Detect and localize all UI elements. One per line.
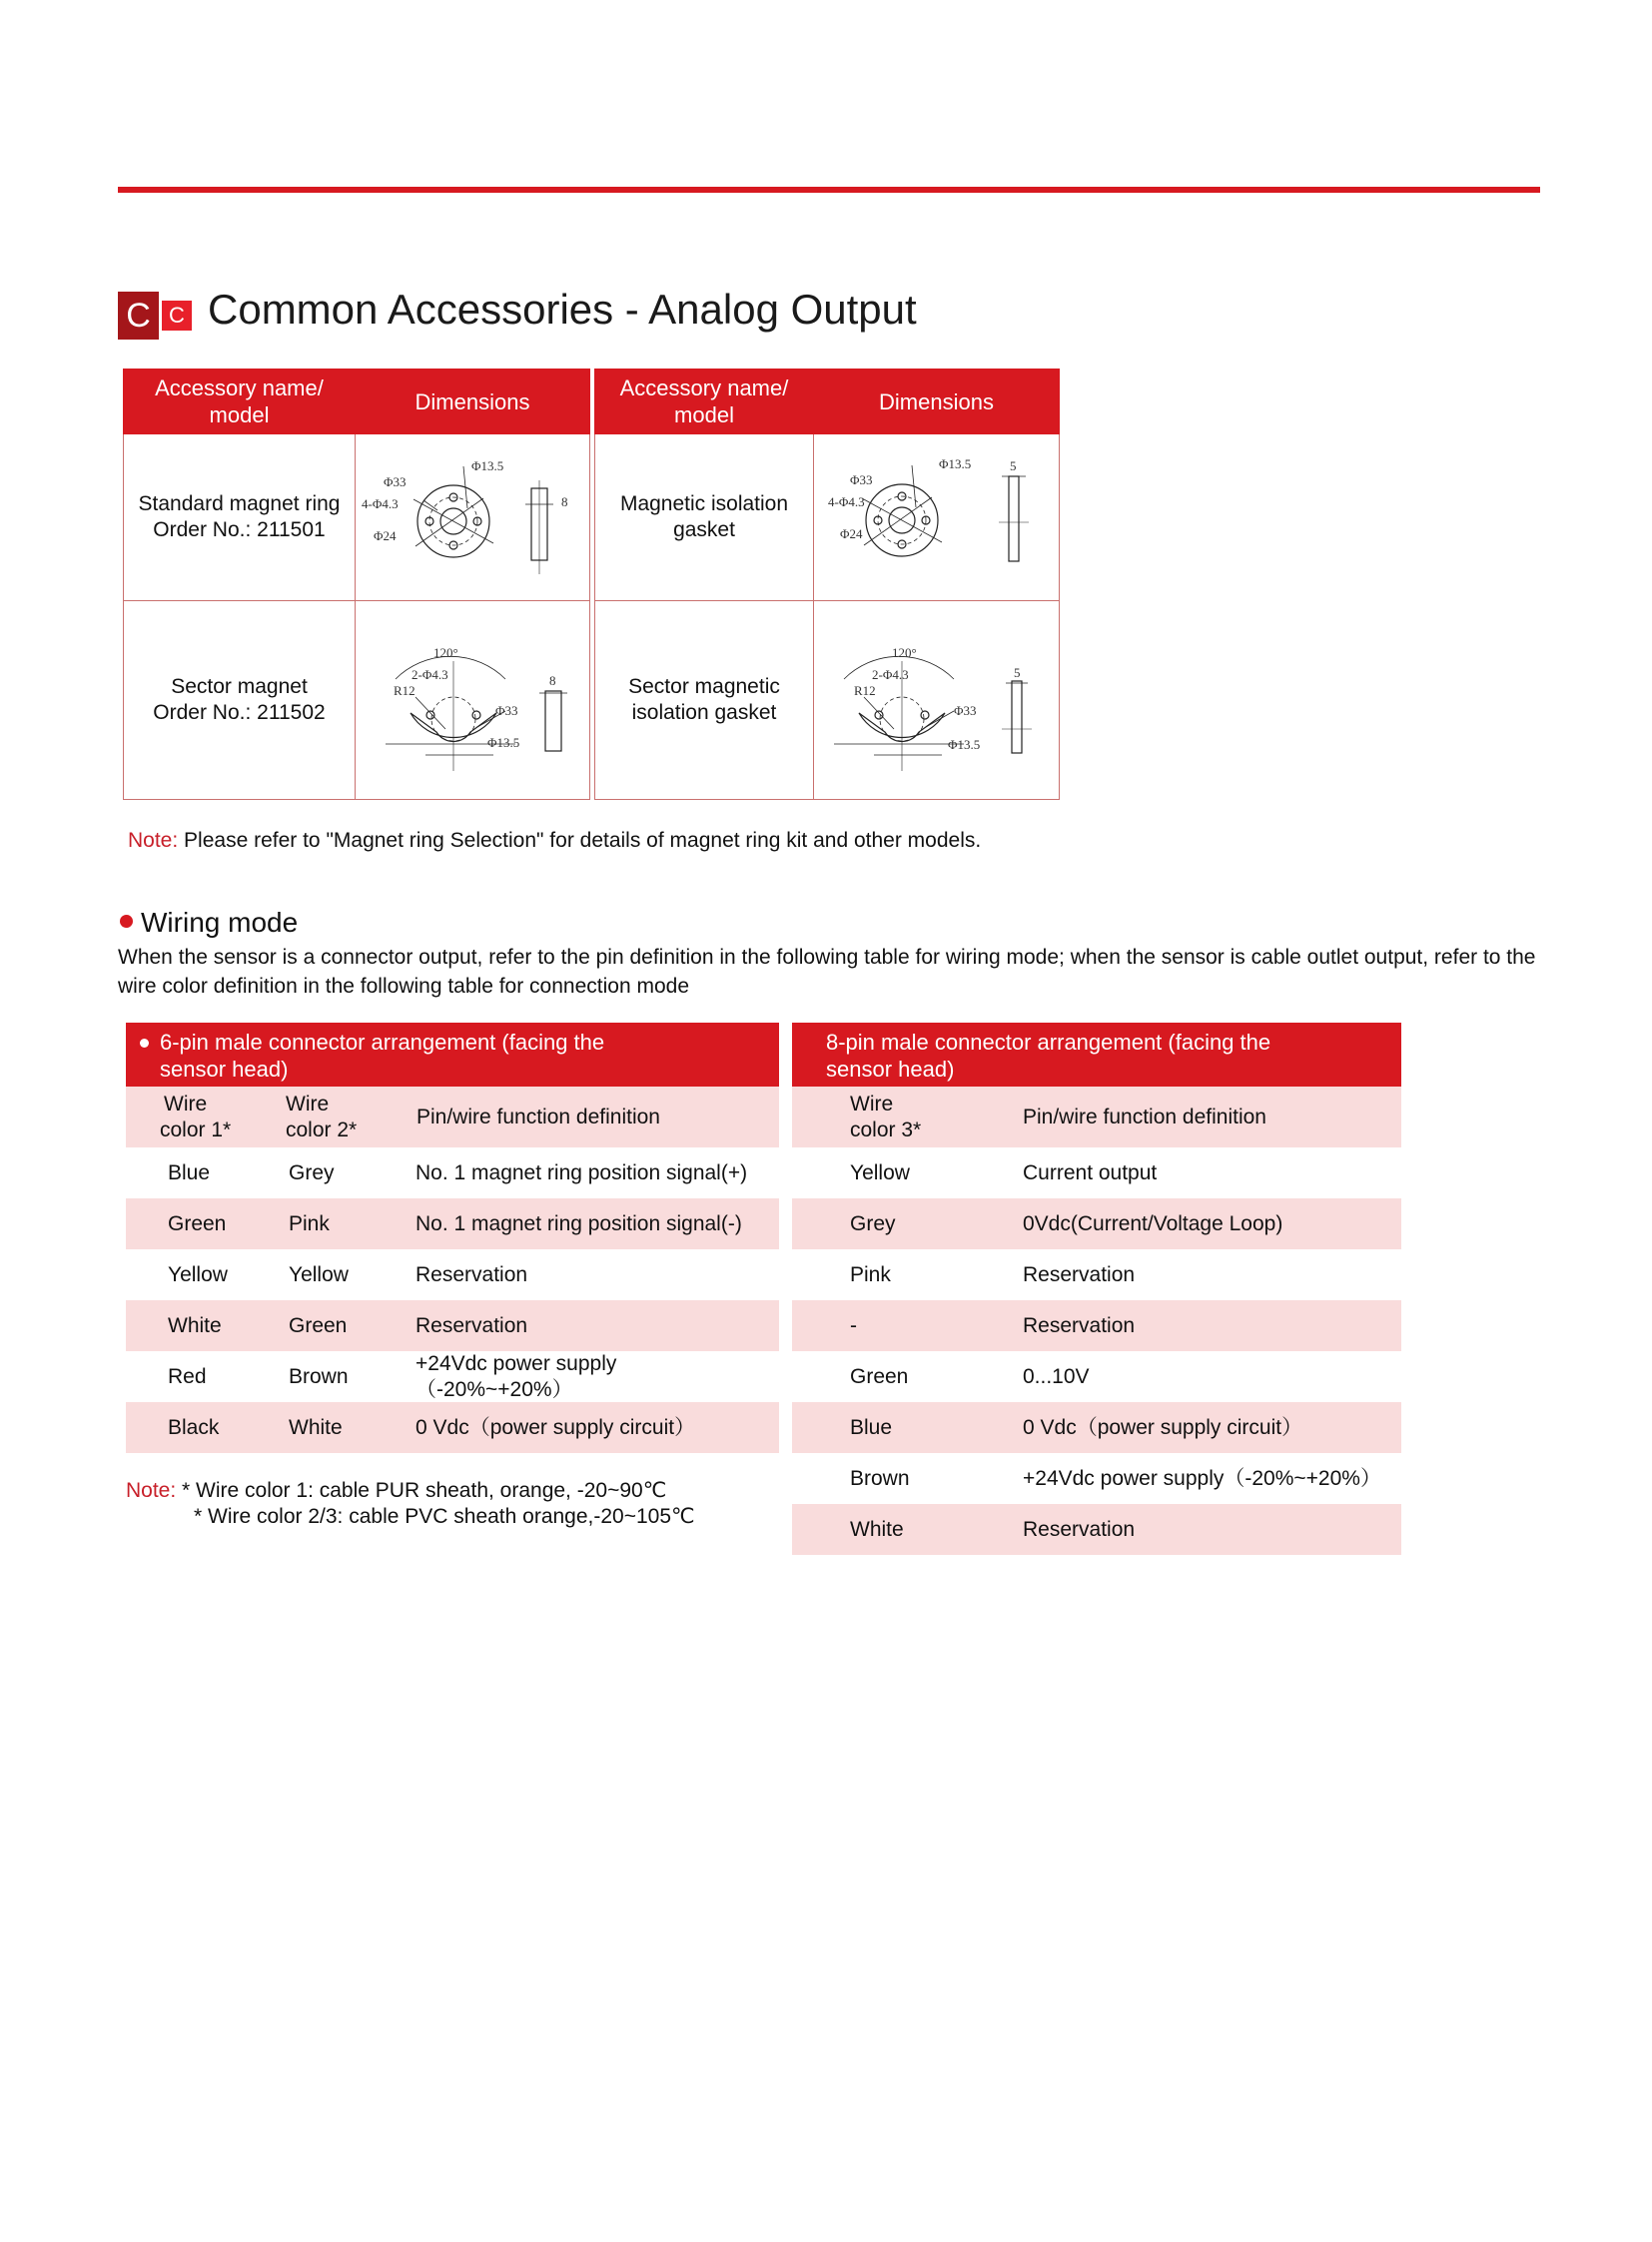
wire-color-2: Grey bbox=[289, 1160, 335, 1184]
sector-drawing bbox=[356, 601, 590, 799]
table-row bbox=[126, 1351, 779, 1402]
col-wire-color-2-sub: color 2* bbox=[286, 1118, 358, 1141]
wire-color-3: Yellow bbox=[850, 1160, 910, 1184]
table-row bbox=[126, 1198, 779, 1249]
label-holes: 4-Φ4.3 bbox=[828, 494, 865, 509]
label-pcd: Φ24 bbox=[840, 526, 863, 541]
accessory-order: isolation gasket bbox=[631, 701, 777, 724]
accessory-name: Standard magnet ring bbox=[138, 492, 341, 515]
label-holes: 4-Φ4.3 bbox=[362, 496, 399, 511]
col-wire-color-3: Wire bbox=[850, 1092, 894, 1116]
note-label: Note: bbox=[126, 1479, 177, 1502]
function-definition: 0Vdc(Current/Voltage Loop) bbox=[1023, 1211, 1283, 1235]
header-line: 8-pin male connector arrangement (facing the bbox=[826, 1030, 1271, 1055]
col-wire-color-1: Wire bbox=[164, 1092, 208, 1116]
table-header bbox=[126, 1023, 779, 1087]
accessory-order: gasket bbox=[673, 518, 735, 541]
note-label: Note: bbox=[128, 829, 179, 852]
label-d-hole: Φ13.5 bbox=[939, 456, 972, 471]
note-text: Please refer to "Magnet ring Selection" for details of magnet ring kit and other models. bbox=[178, 829, 982, 852]
wire-color-1: Black bbox=[168, 1415, 220, 1439]
table-row bbox=[792, 1504, 1401, 1555]
accessory-name: Sector magnetic bbox=[628, 675, 780, 698]
wire-color-2: Green bbox=[289, 1313, 348, 1337]
table-row bbox=[792, 1453, 1401, 1504]
wire-color-1: White bbox=[168, 1313, 222, 1337]
label-thickness: 5 bbox=[1014, 665, 1021, 680]
accessory-cell bbox=[124, 434, 356, 601]
wiring-mode-title: Wiring mode bbox=[141, 907, 299, 938]
label-d-hole: Φ13.5 bbox=[487, 735, 520, 750]
col-dimensions: Dimensions bbox=[356, 370, 590, 434]
wire-color-3: White bbox=[850, 1517, 904, 1541]
accessories-table-right bbox=[594, 369, 1060, 800]
function-definition: No. 1 magnet ring position signal(+) bbox=[415, 1160, 748, 1184]
table-row bbox=[792, 1402, 1401, 1453]
sector-gasket-drawing bbox=[814, 601, 1060, 799]
accessory-order: Order No.: 211501 bbox=[153, 518, 326, 541]
label-holes: 2-Φ4.3 bbox=[412, 667, 448, 682]
dimension-drawing bbox=[814, 601, 1060, 800]
wire-color-3: Pink bbox=[850, 1262, 891, 1286]
wire-color-2: Pink bbox=[289, 1211, 330, 1235]
label-d-hole: Φ13.5 bbox=[471, 458, 504, 473]
label-d-outer: Φ33 bbox=[850, 472, 873, 487]
bullet-icon bbox=[140, 1039, 149, 1048]
gasket-drawing bbox=[814, 434, 1060, 600]
wire-color-3: - bbox=[850, 1313, 857, 1337]
function-definition: Reservation bbox=[1023, 1262, 1136, 1286]
ring-drawing bbox=[356, 434, 590, 600]
col-function: Pin/wire function definition bbox=[1023, 1105, 1266, 1128]
wire-color-1: Red bbox=[168, 1364, 207, 1388]
function-definition: Reservation bbox=[1023, 1313, 1136, 1337]
note-magnet-ring bbox=[128, 829, 981, 853]
table-row bbox=[792, 1351, 1401, 1402]
column-headers bbox=[792, 1087, 1401, 1147]
label-d-outer: Φ33 bbox=[954, 703, 977, 718]
label-radius: R12 bbox=[394, 683, 415, 698]
column-headers bbox=[126, 1087, 779, 1147]
logo-big-letter: C bbox=[118, 292, 159, 340]
function-definition-extra: （-20%~+20%） bbox=[415, 1377, 573, 1401]
function-definition: 0 Vdc（power supply circuit） bbox=[1023, 1415, 1303, 1439]
accessory-order: Order No.: 211502 bbox=[153, 701, 326, 724]
label-angle: 120° bbox=[892, 645, 917, 660]
function-definition: +24Vdc power supply bbox=[415, 1351, 617, 1375]
accessory-cell bbox=[595, 601, 814, 800]
header-line: sensor head) bbox=[826, 1057, 955, 1082]
table-row bbox=[126, 1249, 779, 1300]
header-line: 6-pin male connector arrangement (facing the bbox=[160, 1030, 605, 1055]
function-definition: 0 Vdc（power supply circuit） bbox=[415, 1415, 696, 1439]
note-wire-colors bbox=[126, 1478, 695, 1530]
function-definition: +24Vdc power supply（-20%~+20%） bbox=[1023, 1466, 1381, 1490]
function-definition: No. 1 magnet ring position signal(-) bbox=[415, 1211, 742, 1235]
top-divider bbox=[118, 187, 1540, 193]
label-thickness: 8 bbox=[549, 673, 556, 688]
wire-color-1: Blue bbox=[168, 1160, 211, 1184]
label-d-outer: Φ33 bbox=[495, 703, 518, 718]
wiring-mode-description: When the sensor is a connector output, refer to the pin definition in the following table for wiring mode; when the sensor is cable outlet output, refer to the wire color definition in the following table for connection mode bbox=[118, 946, 1536, 998]
wiring-table-8pin bbox=[792, 1023, 1401, 1555]
function-definition: 0...10V bbox=[1023, 1364, 1090, 1388]
wire-color-2: Yellow bbox=[289, 1262, 349, 1286]
table-row bbox=[792, 1300, 1401, 1351]
accessory-cell bbox=[124, 601, 356, 800]
note-line-2: * Wire color 2/3: cable PVC sheath orange,-20~105℃ bbox=[194, 1505, 695, 1528]
accessory-cell bbox=[595, 434, 814, 601]
col-wire-color-1-sub: color 1* bbox=[160, 1118, 232, 1141]
logo-small-letter: C bbox=[162, 301, 192, 331]
label-d-outer: Φ33 bbox=[384, 474, 407, 489]
label-d-hole: Φ13.5 bbox=[948, 737, 981, 752]
col-accessory-name: Accessory name/ model bbox=[595, 370, 814, 434]
col-wire-color-3-sub: color 3* bbox=[850, 1118, 922, 1141]
table-header bbox=[792, 1023, 1401, 1087]
function-definition: Current output bbox=[1023, 1160, 1158, 1184]
header-line: sensor head) bbox=[160, 1057, 289, 1082]
col-dimensions: Dimensions bbox=[814, 370, 1060, 434]
table-row bbox=[126, 1402, 779, 1453]
function-definition: Reservation bbox=[1023, 1517, 1136, 1541]
function-definition: Reservation bbox=[415, 1262, 528, 1286]
dimension-drawing bbox=[814, 434, 1060, 601]
label-holes: 2-Φ4.3 bbox=[872, 667, 909, 682]
note-line-1: * Wire color 1: cable PUR sheath, orange, -20~90℃ bbox=[176, 1479, 667, 1502]
table-row bbox=[792, 1198, 1401, 1249]
section-logo bbox=[118, 292, 192, 340]
wiring-mode-heading bbox=[120, 907, 298, 939]
col-wire-color-2: Wire bbox=[286, 1092, 330, 1116]
col-accessory-name: Accessory name/ model bbox=[124, 370, 356, 434]
dimension-drawing bbox=[356, 601, 590, 800]
dimension-drawing bbox=[356, 434, 590, 601]
table-row bbox=[792, 1249, 1401, 1300]
page-title: Common Accessories - Analog Output bbox=[208, 286, 917, 333]
wiring-table-6pin bbox=[126, 1023, 779, 1453]
wire-color-2: Brown bbox=[289, 1364, 349, 1388]
wire-color-3: Brown bbox=[850, 1466, 910, 1490]
label-radius: R12 bbox=[854, 683, 876, 698]
wire-color-2: White bbox=[289, 1415, 343, 1439]
accessory-name: Sector magnet bbox=[171, 675, 308, 698]
accessory-name: Magnetic isolation bbox=[619, 492, 789, 515]
wire-color-1: Yellow bbox=[168, 1262, 228, 1286]
label-angle: 120° bbox=[433, 645, 458, 660]
wire-color-1: Green bbox=[168, 1211, 227, 1235]
label-thickness: 5 bbox=[1010, 458, 1017, 473]
bullet-icon bbox=[120, 915, 133, 928]
table-row bbox=[126, 1147, 779, 1198]
table-row bbox=[792, 1147, 1401, 1198]
label-pcd: Φ24 bbox=[374, 528, 397, 543]
function-definition: Reservation bbox=[415, 1313, 528, 1337]
wire-color-3: Grey bbox=[850, 1211, 896, 1235]
label-thickness: 8 bbox=[561, 494, 568, 509]
col-function: Pin/wire function definition bbox=[416, 1105, 660, 1128]
accessories-table-left bbox=[123, 369, 590, 800]
wire-color-3: Blue bbox=[850, 1415, 893, 1439]
table-row bbox=[126, 1300, 779, 1351]
wire-color-3: Green bbox=[850, 1364, 909, 1388]
